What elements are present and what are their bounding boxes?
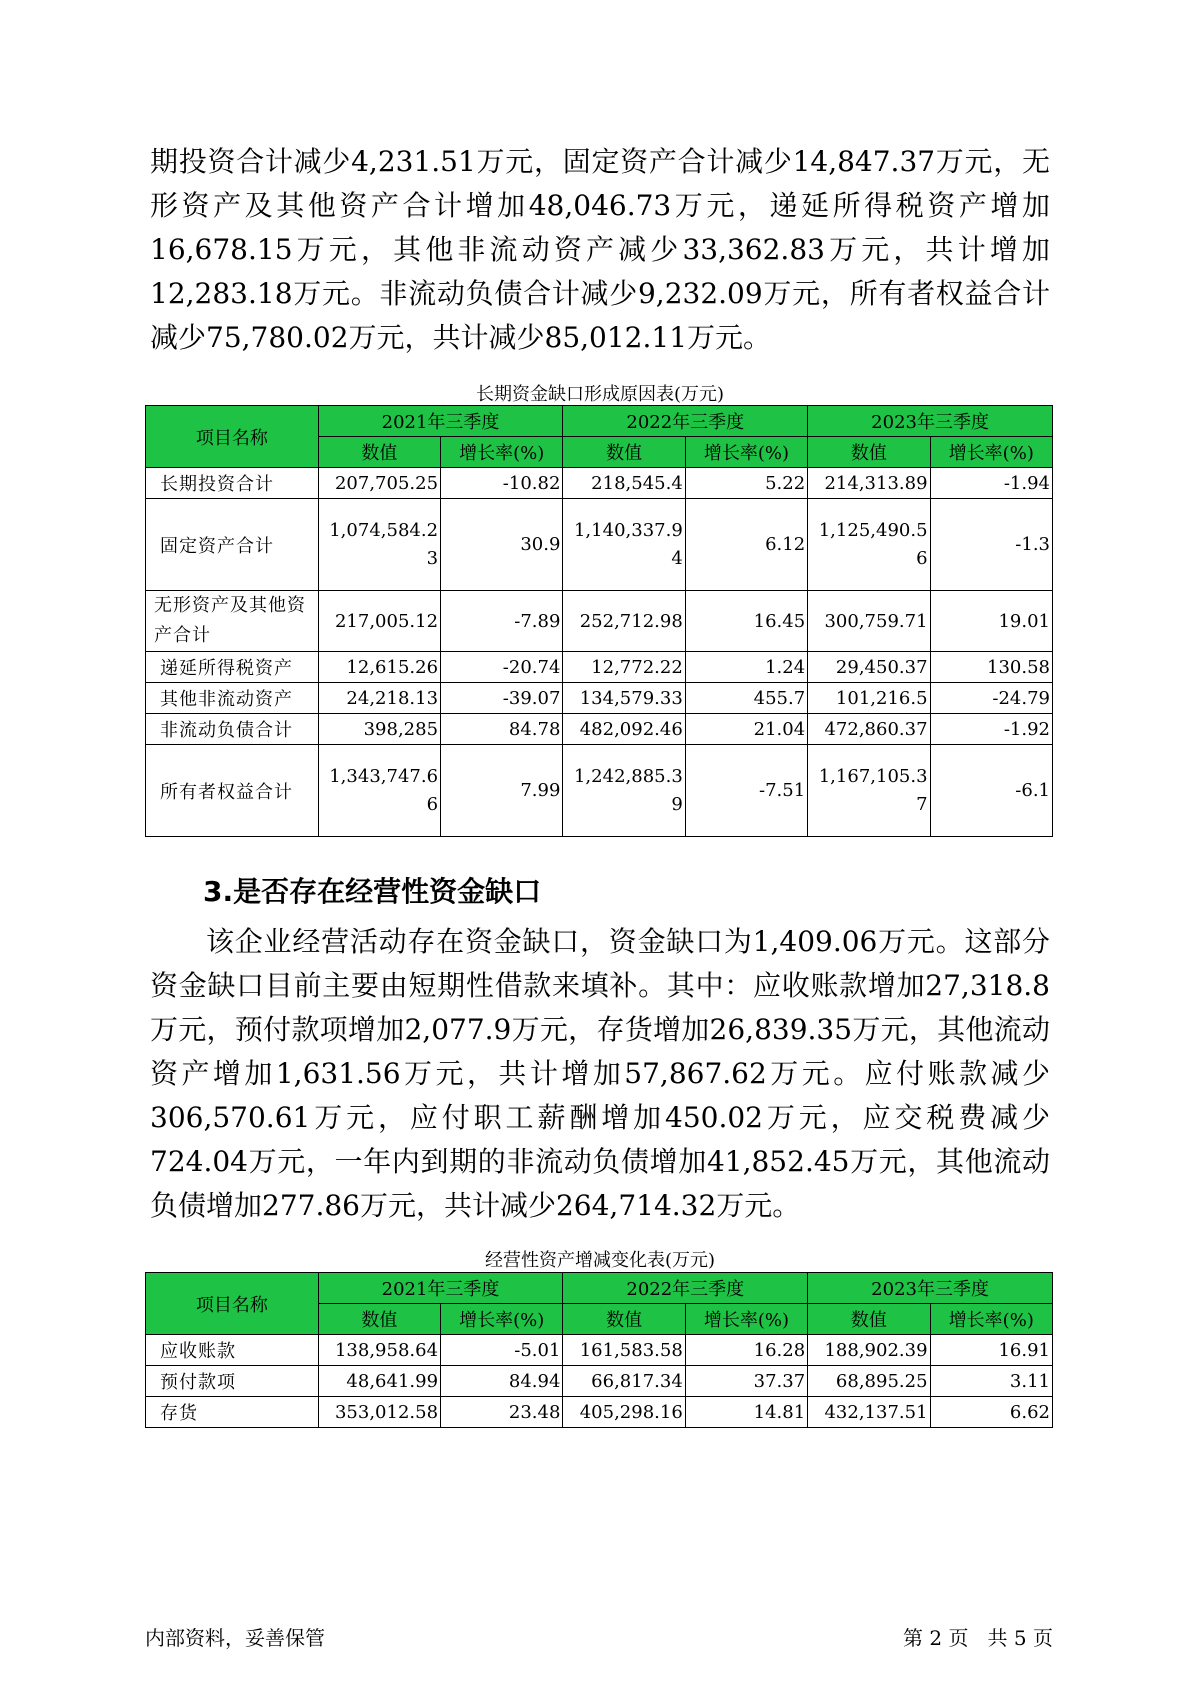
cell-growth: -1.3 (930, 499, 1052, 591)
cell-value: 161,583.58 (563, 1335, 685, 1366)
cell-value: 29,450.37 (808, 652, 930, 683)
cell-value: 217,005.12 (318, 591, 440, 652)
cell-value: 138,958.64 (318, 1335, 440, 1366)
cell-growth: 16.45 (685, 591, 807, 652)
cell-growth: 23.48 (441, 1397, 563, 1428)
cell-growth: -39.07 (441, 683, 563, 714)
cell-growth: 16.91 (930, 1335, 1052, 1366)
table-row (146, 714, 1053, 745)
cell-growth: 19.01 (930, 591, 1052, 652)
table-row (146, 683, 1053, 714)
cell-value: 12,772.22 (563, 652, 685, 683)
cell-growth: -6.1 (930, 745, 1052, 837)
table1-header-value: 数值 (808, 437, 930, 468)
table2-caption: 经营性资产增减变化表(万元) (484, 1250, 716, 1271)
table1-header-item: 项目名称 (146, 406, 319, 468)
cell-growth: 130.58 (930, 652, 1052, 683)
cell-value: 214,313.89 (808, 468, 930, 499)
table2-header-period: 2023年三季度 (808, 1273, 1053, 1304)
table2-header-value: 数值 (318, 1304, 440, 1335)
table1-header-period: 2021年三季度 (318, 406, 563, 437)
row-label: 存货 (146, 1397, 319, 1428)
cell-growth: 21.04 (685, 714, 807, 745)
cell-value: 24,218.13 (318, 683, 440, 714)
cell-value: 353,012.58 (318, 1397, 440, 1428)
cell-value: 66,817.34 (563, 1366, 685, 1397)
section-heading: 3.是否存在经营性资金缺口 (203, 875, 542, 908)
cell-growth: 84.94 (441, 1366, 563, 1397)
table-row (146, 652, 1053, 683)
table-row (146, 1366, 1053, 1397)
cell-value: 252,712.98 (563, 591, 685, 652)
table1-header-value: 数值 (318, 437, 440, 468)
table2-header-growth: 增长率(%) (930, 1304, 1052, 1335)
table1-caption: 长期资金缺口形成原因表(万元) (475, 384, 725, 405)
table1-header-growth: 增长率(%) (441, 437, 563, 468)
cell-value: 1,167,105.37 (808, 745, 930, 837)
cell-value: 1,343,747.66 (318, 745, 440, 837)
table1-header-growth: 增长率(%) (685, 437, 807, 468)
row-label: 固定资产合计 (146, 499, 319, 591)
cell-value: 48,641.99 (318, 1366, 440, 1397)
table-row (146, 1397, 1053, 1428)
cell-growth: -5.01 (441, 1335, 563, 1366)
cell-growth: 84.78 (441, 714, 563, 745)
table1-header-value: 数值 (563, 437, 685, 468)
cell-growth: 6.12 (685, 499, 807, 591)
cell-value: 101,216.5 (808, 683, 930, 714)
row-label: 递延所得税资产 (146, 652, 319, 683)
table2-header-period: 2022年三季度 (563, 1273, 808, 1304)
cell-value: 218,545.4 (563, 468, 685, 499)
cell-growth: 37.37 (685, 1366, 807, 1397)
paragraph-section: 该企业经营活动存在资金缺口，资金缺口为1,409.06万元。这部分资金缺口目前主要由短期性借款来填补。其中：应收账款增加27,318.8万元，预付款项增加2,077.9万元，存货增加26,839.35万元，其他流动资产增加1,631.56万元，共计增加57,867.62万元。应付账款减少306,570.61万元，应付职工薪酬增加450.02万元，应交税费减少724.04万元，一年内到期的非流动负债增加41,852.45万元，其他流动负债增加277.86万元，共计减少264,714.32万元。 (150, 925, 1050, 1222)
cell-growth: -1.94 (930, 468, 1052, 499)
cell-growth: 14.81 (685, 1397, 807, 1428)
row-label: 应收账款 (146, 1335, 319, 1366)
table2 (145, 1272, 1053, 1428)
cell-growth: 16.28 (685, 1335, 807, 1366)
cell-growth: -10.82 (441, 468, 563, 499)
cell-growth: 1.24 (685, 652, 807, 683)
cell-growth: 3.11 (930, 1366, 1052, 1397)
cell-growth: -24.79 (930, 683, 1052, 714)
table1-header-period: 2023年三季度 (808, 406, 1053, 437)
table2-header-value: 数值 (563, 1304, 685, 1335)
table1-header-growth: 增长率(%) (930, 437, 1052, 468)
cell-value: 134,579.33 (563, 683, 685, 714)
cell-value: 405,298.16 (563, 1397, 685, 1428)
cell-value: 68,895.25 (808, 1366, 930, 1397)
table-row (146, 745, 1053, 837)
paragraph-top: 期投资合计减少4,231.51万元，固定资产合计减少14,847.37万元，无形资产及其他资产合计增加48,046.73万元，递延所得税资产增加16,678.15万元，其他非流动资产减少33,362.83万元，共计增加12,283.18万元。非流动负债合计减少9,232.09万元，所有者权益合计减少75,780.02万元，共计减少85,012.11万元。 (150, 145, 1050, 354)
cell-growth: -7.51 (685, 745, 807, 837)
table2-header-growth: 增长率(%) (685, 1304, 807, 1335)
table-row (146, 499, 1053, 591)
cell-growth: -7.89 (441, 591, 563, 652)
cell-value: 1,125,490.56 (808, 499, 930, 591)
row-label: 长期投资合计 (146, 468, 319, 499)
cell-value: 1,074,584.23 (318, 499, 440, 591)
table1 (145, 405, 1053, 837)
table2-header-item: 项目名称 (146, 1273, 319, 1335)
page-number: 第 2 页 共 5 页 (903, 1626, 1053, 1650)
table-row (146, 591, 1053, 652)
cell-value: 188,902.39 (808, 1335, 930, 1366)
cell-value: 432,137.51 (808, 1397, 930, 1428)
table-row (146, 468, 1053, 499)
row-label: 无形资产及其他资产合计 (146, 591, 319, 652)
cell-growth: -20.74 (441, 652, 563, 683)
cell-growth: 6.62 (930, 1397, 1052, 1428)
cell-value: 12,615.26 (318, 652, 440, 683)
cell-value: 207,705.25 (318, 468, 440, 499)
cell-growth: 5.22 (685, 468, 807, 499)
table2-header-growth: 增长率(%) (441, 1304, 563, 1335)
cell-value: 482,092.46 (563, 714, 685, 745)
cell-value: 1,140,337.94 (563, 499, 685, 591)
cell-value: 472,860.37 (808, 714, 930, 745)
table2-header-value: 数值 (808, 1304, 930, 1335)
cell-value: 1,242,885.39 (563, 745, 685, 837)
cell-growth: 7.99 (441, 745, 563, 837)
row-label: 其他非流动资产 (146, 683, 319, 714)
row-label: 预付款项 (146, 1366, 319, 1397)
table-row (146, 1335, 1053, 1366)
cell-growth: -1.92 (930, 714, 1052, 745)
row-label: 所有者权益合计 (146, 745, 319, 837)
row-label: 非流动负债合计 (146, 714, 319, 745)
cell-growth: 30.9 (441, 499, 563, 591)
cell-value: 398,285 (318, 714, 440, 745)
footer-left: 内部资料，妥善保管 (145, 1626, 325, 1650)
table1-header-period: 2022年三季度 (563, 406, 808, 437)
table2-header-period: 2021年三季度 (318, 1273, 563, 1304)
cell-growth: 455.7 (685, 683, 807, 714)
cell-value: 300,759.71 (808, 591, 930, 652)
